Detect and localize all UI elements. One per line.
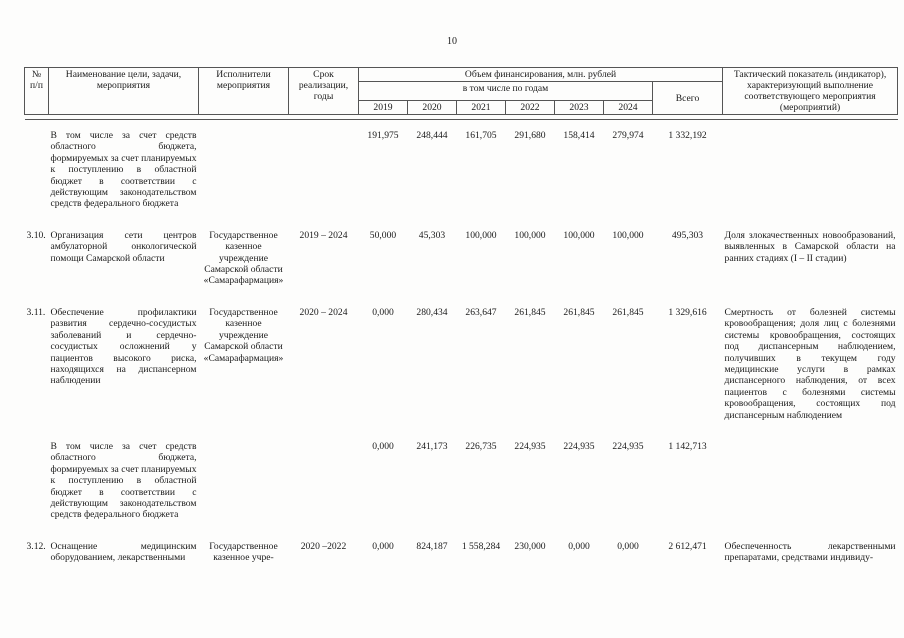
row-executor <box>199 120 289 210</box>
row-num: 3.11. <box>26 306 46 318</box>
row-value-2019: 0,000 <box>372 540 394 552</box>
table-header <box>25 68 898 115</box>
row-value-2021: 226,735 <box>465 440 497 452</box>
row-term: 2020 – 2024 <box>299 306 348 318</box>
header-term: Срок реализации, годы <box>289 68 359 115</box>
row-value-2022: 224,935 <box>514 440 546 452</box>
header-year-2024: 2024 <box>604 101 653 115</box>
table-row <box>25 431 898 521</box>
header-by-years: в том числе по годам <box>359 82 653 101</box>
row-value-2021: 161,705 <box>465 130 497 141</box>
row-value-2021: 263,647 <box>465 306 497 318</box>
row-value-2024: 0,000 <box>617 540 639 552</box>
row-indicator <box>723 120 898 210</box>
row-indicator <box>723 431 898 521</box>
financing-table <box>24 67 898 564</box>
row-name: Оснащение медицинским оборудованием, лекарственными <box>50 540 197 564</box>
row-indicator: Обеспеченность лекарственными препаратами, средствами индивиду- <box>724 540 896 564</box>
row-value-2020: 45,303 <box>418 229 446 241</box>
page-number: 10 <box>447 36 457 47</box>
row-value-2022: 230,000 <box>514 540 546 552</box>
row-value-2020: 248,444 <box>416 130 448 141</box>
row-total: 495,303 <box>671 229 704 241</box>
row-value-2019: 0,000 <box>372 440 394 452</box>
header-executors: Исполнители мероприятия <box>199 68 289 115</box>
row-num <box>25 431 49 521</box>
row-indicator: Доля злокачественных новообразований, выявленных в Самарской области на ранних стадиях (I – II стадии) <box>724 229 896 264</box>
row-name: В том числе за счет средств областного бюджета, формируемых за счет планируемых к поступлению в областной бюджет в соответствии с действующим законодательством средств федерального бюджета <box>50 440 197 521</box>
header-year-2023: 2023 <box>555 101 604 115</box>
row-value-2020: 280,434 <box>416 306 448 318</box>
header-name: Наименование цели, задачи, мероприятия <box>49 68 199 115</box>
row-executor <box>199 431 289 521</box>
row-value-2024: 279,974 <box>612 130 644 141</box>
row-value-2024: 100,000 <box>612 229 644 241</box>
table-row <box>25 297 898 421</box>
row-indicator: Смертность от болезней системы кровообращения; доля лиц с болезнями системы кровообращения, состоящих под диспансерным наблюдением, получивших в текущем году медицинские услуги в рамках диспансерного наблюдения, от всех пациентов с болезнями системы кровообращения, состоящих под диспансерным наблюдением <box>724 306 896 421</box>
row-value-2022: 100,000 <box>514 229 546 241</box>
row-executor: Государственное казенное учреждение Самарской области «Самарафармация» <box>203 229 284 287</box>
row-name: Обеспечение профилактики развития сердечно-сосудистых заболеваний и сердечно-сосудистых осложнений у пациентов высокого риска, находящихся на диспансерном наблюдении <box>50 306 197 387</box>
row-term <box>289 431 359 521</box>
header-financing: Объем финансирования, млн. рублей <box>359 68 723 82</box>
row-executor: Государственное казенное учре- <box>209 540 278 564</box>
row-executor: Государственное казенное учреждение Самарской области «Самарафармация» <box>203 306 284 364</box>
row-total: 1 332,192 <box>668 130 707 141</box>
row-value-2023: 224,935 <box>563 440 595 452</box>
row-value-2020: 824,187 <box>416 540 448 552</box>
row-value-2023: 158,414 <box>563 130 595 141</box>
row-total: 1 329,616 <box>668 306 707 318</box>
row-name: В том числе за счет средств областного бюджета, формируемых за счет планируемых к поступлению в областной бюджет в соответствии с действующим законодательством средств федерального бюджета <box>50 130 197 210</box>
header-year-2021: 2021 <box>457 101 506 115</box>
row-term <box>289 120 359 210</box>
row-value-2022: 261,845 <box>514 306 546 318</box>
row-num: 3.10. <box>26 229 46 241</box>
row-value-2024: 224,935 <box>612 440 644 452</box>
row-value-2019: 50,000 <box>369 229 397 241</box>
table-row <box>25 531 898 564</box>
header-year-2020: 2020 <box>408 101 457 115</box>
row-value-2023: 100,000 <box>563 229 595 241</box>
table-row <box>25 120 898 210</box>
row-value-2023: 0,000 <box>568 540 590 552</box>
row-term: 2019 – 2024 <box>299 229 348 241</box>
row-name: Организация сети центров амбулаторной онкологической помощи Самарской области <box>50 229 197 264</box>
row-value-2019: 191,975 <box>367 130 399 141</box>
row-value-2022: 291,680 <box>514 130 546 141</box>
row-value-2023: 261,845 <box>563 306 595 318</box>
table-row <box>25 220 898 287</box>
row-value-2021: 1 558,284 <box>461 540 501 552</box>
header-total: Всего <box>653 82 723 115</box>
row-value-2019: 0,000 <box>372 306 394 318</box>
header-num: № п/п <box>25 68 49 115</box>
row-value-2020: 241,173 <box>416 440 448 452</box>
row-num <box>25 120 49 210</box>
header-year-2019: 2019 <box>359 101 408 115</box>
header-indicator: Тактический показатель (индикатор), характеризующий выполнение соответствующего мероприятия (мероприятий) <box>723 68 898 115</box>
header-year-2022: 2022 <box>506 101 555 115</box>
row-num: 3.12. <box>26 540 46 552</box>
row-total: 1 142,713 <box>668 440 707 452</box>
table-body <box>25 115 898 564</box>
row-value-2021: 100,000 <box>465 229 497 241</box>
row-value-2024: 261,845 <box>612 306 644 318</box>
row-term: 2020 –2022 <box>300 540 347 552</box>
row-total: 2 612,471 <box>668 540 707 552</box>
